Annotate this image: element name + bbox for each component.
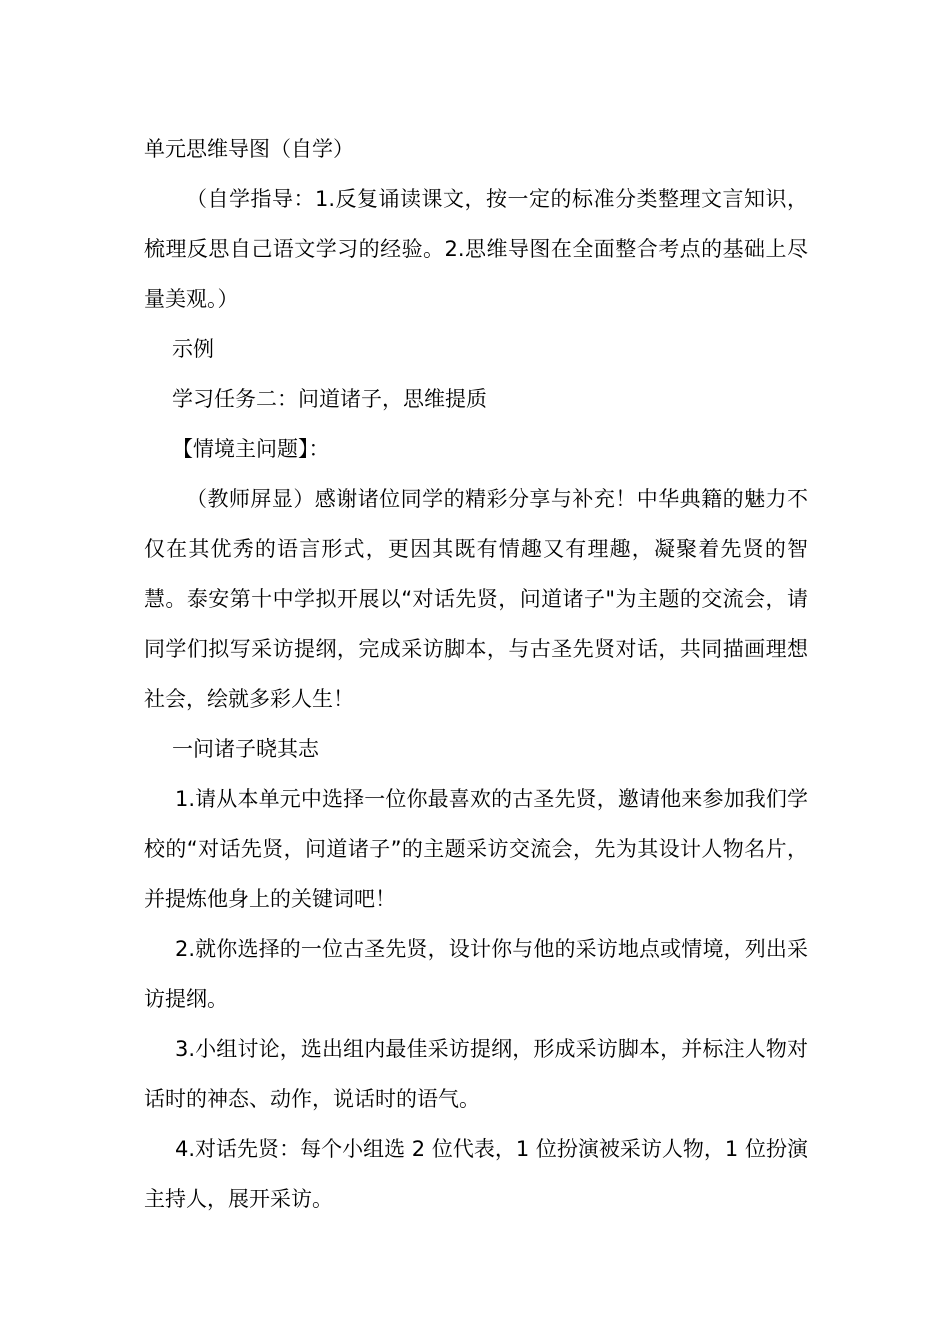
list-item-4: 4.对话先贤：每个小组选 2 位代表，1 位扮演被采访人物，1 位扮演主持人，展开采访。 <box>144 1137 808 1211</box>
section-heading-mind-map: 单元思维导图（自学） <box>144 137 354 161</box>
learning-task-heading: 学习任务二：问道诸子，思维提质 <box>172 387 487 411</box>
teacher-display-paragraph: （教师屏显）感谢诸位同学的精彩分享与补充！中华典籍的魅力不仅在其优秀的语言形式，更因其既有情趣又有理趣，凝聚着先贤的智慧。泰安第十中学拟开展以“对话先贤，问道诸子"为主题的交流会，请同学们拟写采访提纲，完成采访脚本，与古圣先贤对话，共同描画理想社会，绘就多彩人生！ <box>144 487 808 711</box>
document-body <box>144 124 808 1224</box>
scenario-question-heading: 【情境主问题】： <box>172 437 330 461</box>
sub-heading-first-question: 一问诸子晓其志 <box>172 737 319 761</box>
list-item-2: 2.就你选择的一位古圣先贤，设计你与他的采访地点或情境，列出采访提纲。 <box>144 937 808 1011</box>
list-item-3: 3.小组讨论，选出组内最佳采访提纲，形成采访脚本，并标注人物对话时的神态、动作，说话时的语气。 <box>144 1037 808 1111</box>
list-item-1: 1.请从本单元中选择一位你最喜欢的古圣先贤，邀请他来参加我们学校的“对话先贤，问道诸子”的主题采访交流会，先为其设计人物名片，并提炼他身上的关键词吧！ <box>144 787 808 911</box>
example-label: 示例 <box>172 337 214 361</box>
self-study-guide-paragraph: （自学指导：1.反复诵读课文，按一定的标准分类整理文言知识，梳理反思自己语文学习的经验。2.思维导图在全面整合考点的基础上尽量美观。） <box>144 187 808 311</box>
